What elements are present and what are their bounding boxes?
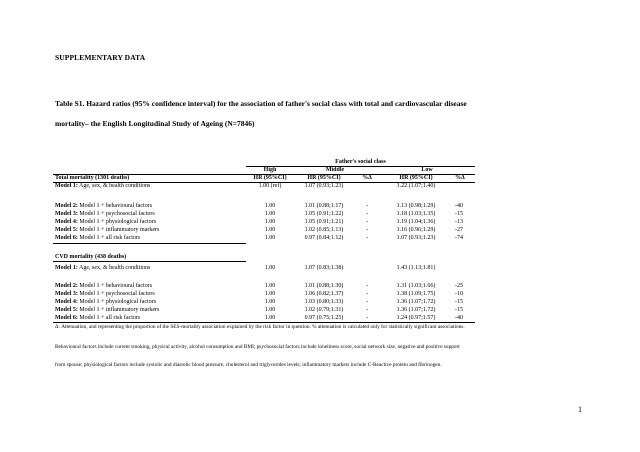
model-label: [55, 227, 159, 234]
cell-middle: 1.05 (0.91;1.22): [304, 211, 344, 217]
col-header-hr-low: HR (95%CI): [399, 175, 433, 181]
table-group-header-row: [53, 159, 475, 166]
cell-high: 1.00: [264, 227, 276, 233]
cell-middle: 1.03 (0.80;1.33): [304, 299, 344, 305]
group-header-label: Father's social class: [335, 159, 386, 165]
cell-low-pct: -25: [455, 283, 463, 289]
model-number: Model 2:: [55, 203, 78, 209]
cell-low-pct: -40: [455, 315, 463, 321]
cell-high: 1.00: [264, 211, 276, 217]
cell-middle-pct: -: [366, 227, 368, 233]
section-title: CVD mortality (438 deaths): [55, 254, 127, 260]
model-number: Model 1:: [55, 183, 78, 189]
table-row: [53, 211, 475, 218]
cell-middle: 0.97 (0.84;1.12): [304, 235, 344, 241]
cell-low-pct: -13: [455, 219, 463, 225]
cell-middle-pct: -: [366, 203, 368, 209]
footnote-attenuation: Δ: Attenuation, and representing the proportion of the SES-mortality association explained by the risk factor in question. % attenuation is calculated only for statistically significant associations.: [55, 324, 465, 330]
model-label: [55, 291, 155, 298]
model-label: [55, 283, 152, 290]
cell-middle: 1.01 (0.88;1.17): [304, 203, 344, 209]
cell-middle-pct: -: [366, 283, 368, 289]
col-header-hr-middle: HR (95%CI): [307, 175, 341, 181]
cell-low: 1.07 (0.93;1.23): [396, 235, 436, 241]
table-title-line-1: Table S1. Hazard ratios (95% confidence interval) for the association of father's social class with total and cardiovascular disease: [55, 99, 467, 108]
cell-middle: 1.05 (0.91;1.21): [304, 219, 344, 225]
table-row: [53, 291, 475, 298]
model-label: [55, 265, 150, 272]
section-divider-rule: [53, 243, 246, 244]
page-number: 1: [578, 405, 582, 414]
cell-high: 1.00: [264, 283, 276, 289]
cell-low: 1.43 (1.13;1.81): [396, 265, 436, 271]
section-title-row: [53, 175, 475, 182]
supplementary-heading: SUPPLEMENTARY DATA: [55, 53, 146, 62]
model-label: [55, 211, 155, 218]
cell-low: 1.22 (1.07;1.40): [396, 183, 436, 189]
model-description: Model 1 + all risk factors: [79, 315, 141, 321]
cell-low-pct: -40: [455, 203, 463, 209]
model-description: Model 1 + all risk factors: [79, 235, 141, 241]
cell-high: 1.00: [264, 235, 276, 241]
cell-low-pct: -74: [455, 235, 463, 241]
middle-header: Middle: [325, 167, 345, 173]
cell-low: 1.36 (1.07;1.72): [396, 299, 436, 305]
cell-middle: 1.06 (0.82;1.37): [304, 291, 344, 297]
model-label: [55, 235, 140, 242]
cell-high: 1.00: [264, 203, 276, 209]
cell-low: 1.38 (1.09;1.75): [396, 291, 436, 297]
cell-high: 1.00: [264, 219, 276, 225]
cell-low: 1.13 (0.98;1.29): [396, 203, 436, 209]
model-number: Model 6:: [55, 315, 78, 321]
model-description: Model 1 + physiological factors: [79, 299, 157, 305]
cell-middle: 1.07 (0.83;1.38): [304, 265, 344, 271]
model-number: Model 2:: [55, 283, 78, 289]
model-label: [55, 307, 159, 314]
table-row: [53, 265, 475, 272]
low-header: Low: [421, 167, 433, 173]
model-description: Age, sex, & health conditions: [79, 183, 151, 189]
model-number: Model 4:: [55, 219, 78, 225]
model-label: [55, 299, 156, 306]
section-title-row: [53, 254, 475, 261]
model-description: Model 1 + behavioural factors: [79, 203, 153, 209]
model-label: [55, 183, 150, 190]
cell-low: 1.31 (1.03;1.66): [396, 283, 436, 289]
table-row: [53, 235, 475, 242]
model-description: Age, sex, & health conditions: [79, 265, 151, 271]
high-header: High: [263, 167, 277, 173]
table-row: [53, 203, 475, 210]
table-row: [53, 315, 475, 322]
model-description: Model 1 + behavioural factors: [79, 283, 153, 289]
cell-low: 1.19 (1.04;1.36): [396, 219, 436, 225]
model-label: [55, 203, 152, 210]
cell-middle: 1.01 (0.88;1.30): [304, 283, 344, 289]
cell-high: 1.00: [264, 299, 276, 305]
cell-high: 1.00: [264, 291, 276, 297]
model-description: Model 1 + inflammatory markers: [79, 227, 160, 233]
model-number: Model 3:: [55, 211, 78, 217]
model-description: Model 1 + psychosocial factors: [79, 291, 155, 297]
cell-middle: 1.02 (0.85;1.13): [304, 227, 344, 233]
col-header-pct-low: %Δ: [455, 175, 465, 181]
model-number: Model 6:: [55, 235, 78, 241]
cell-low-pct: -15: [455, 307, 463, 313]
col-header-pct-middle: %Δ: [362, 175, 372, 181]
model-description: Model 1 + physiological factors: [79, 219, 157, 225]
table-row: [53, 299, 475, 306]
cell-high: 1.00: [264, 265, 276, 271]
section-title: Total mortality (1301 deaths): [55, 175, 130, 181]
cell-middle-pct: -: [366, 219, 368, 225]
table-row: [53, 283, 475, 290]
cell-low: 1.16 (0.96;1.29): [396, 227, 436, 233]
cell-middle-pct: -: [366, 211, 368, 217]
cell-low-pct: -10: [455, 291, 463, 297]
model-description: Model 1 + psychosocial factors: [79, 211, 155, 217]
cell-low: 1.36 (1.07;1.72): [396, 307, 436, 313]
cell-high: 1.00: [264, 315, 276, 321]
table-bottom-rule: [53, 322, 475, 323]
model-label: [55, 315, 140, 322]
model-number: Model 4:: [55, 299, 78, 305]
cell-middle: 1.07 (0.93;1.23): [304, 183, 344, 189]
cell-middle-pct: -: [366, 291, 368, 297]
cell-middle-pct: -: [366, 235, 368, 241]
footnote-factors-1: Behavioural factors include current smoking, physical activity, alcohol consumption and BMI; psychosocial factors include loneliness score, social network size, negative and positive support: [55, 344, 460, 350]
footnote-factors-2: from spouse; physiological factors include systolic and diastolic blood pressure, cholesterol and triglycerides levels; inflammatory markers include C-Reactive protein and fibrinogen.: [55, 362, 442, 368]
cell-low-pct: -27: [455, 227, 463, 233]
table-row: [53, 307, 475, 314]
model-number: Model 1:: [55, 265, 78, 271]
cell-low: 1.18 (1.03;1.35): [396, 211, 436, 217]
section-title-rule: [53, 261, 246, 262]
model-description: Model 1 + inflammatory markers: [79, 307, 160, 313]
table-row: [53, 227, 475, 234]
cell-low-pct: -15: [455, 211, 463, 217]
table-row: [53, 219, 475, 226]
cell-low: 1.24 (0.97;1.57): [396, 315, 436, 321]
model-label: [55, 219, 156, 226]
cell-middle: 1.02 (0.79;1.31): [304, 307, 344, 313]
cell-high: 1.00: [264, 307, 276, 313]
table-subgroup-header-row: [53, 167, 475, 174]
model-number: Model 5:: [55, 307, 78, 313]
model-number: Model 3:: [55, 291, 78, 297]
cell-low-pct: -15: [455, 299, 463, 305]
cell-middle-pct: -: [366, 315, 368, 321]
cell-middle-pct: -: [366, 299, 368, 305]
table-title-line-2: mortality– the English Longitudinal Study of Ageing (N=7846): [55, 119, 255, 128]
cell-middle-pct: -: [366, 307, 368, 313]
model-number: Model 5:: [55, 227, 78, 233]
cell-middle: 0.97 (0.75;1.25): [304, 315, 344, 321]
col-header-hr-high: HR (95%CI): [253, 175, 287, 181]
cell-high: 1.00 (ref): [258, 183, 282, 189]
table-row: [53, 183, 475, 190]
